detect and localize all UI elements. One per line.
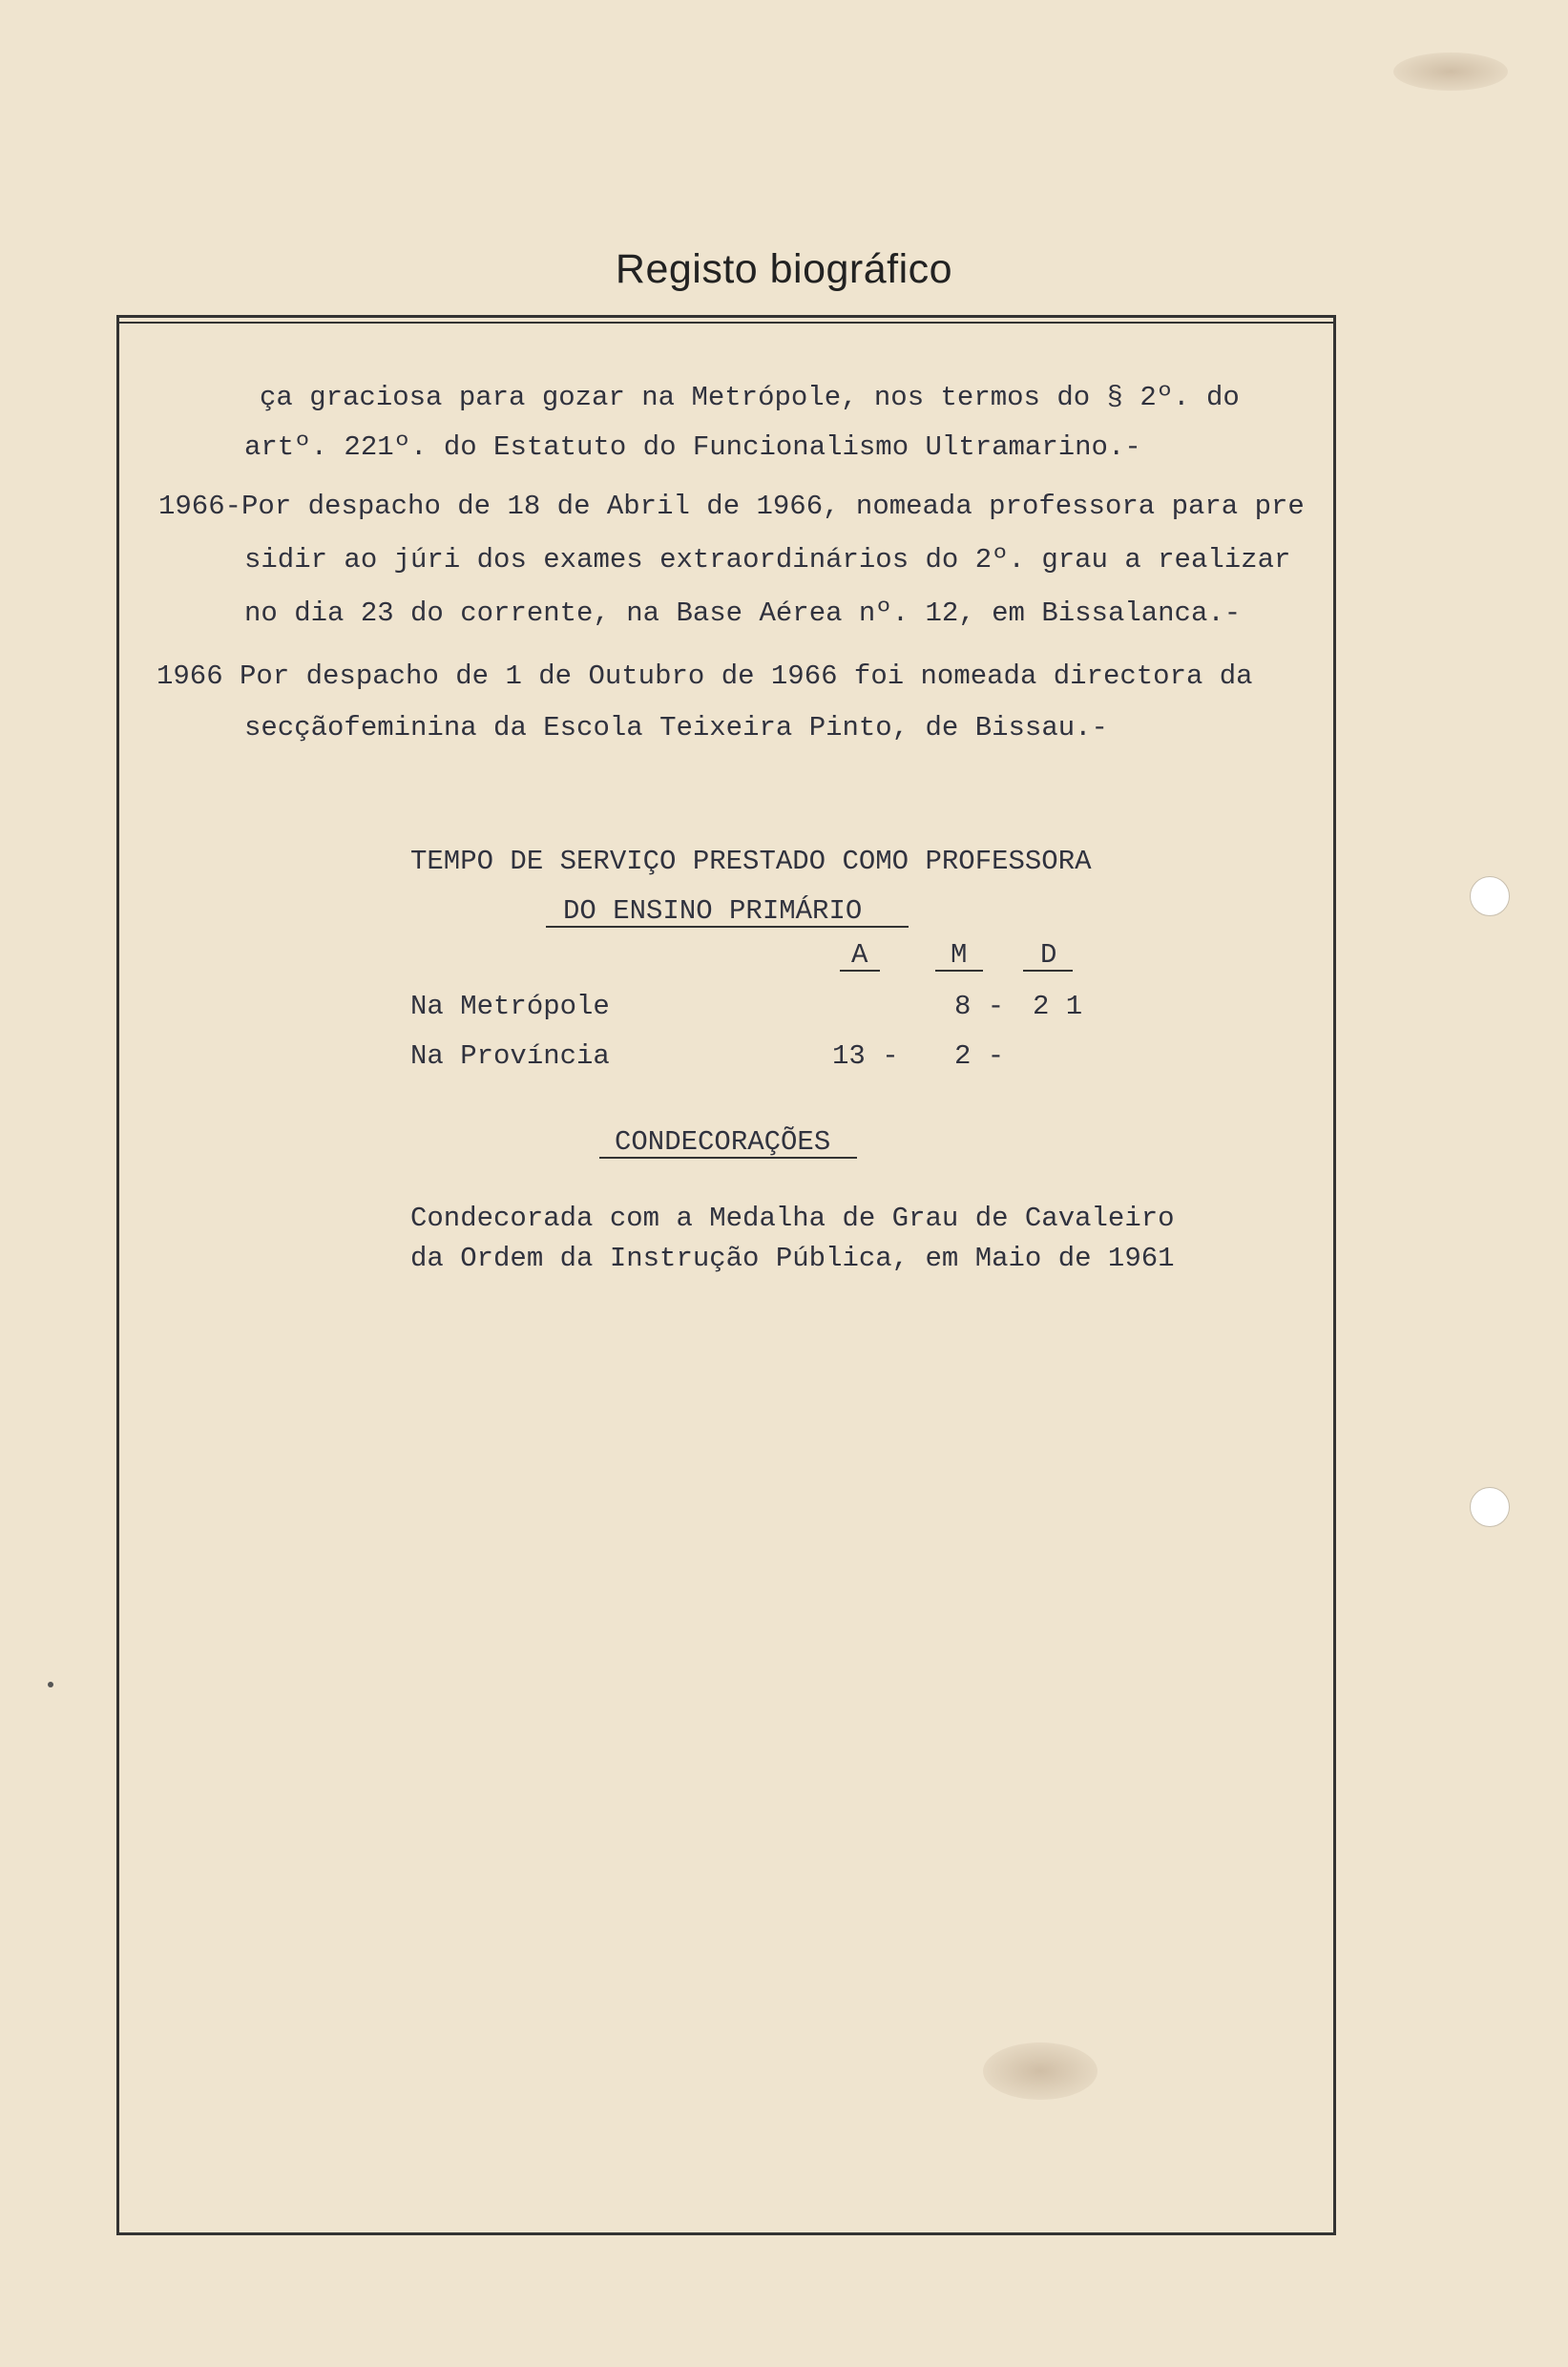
row-value-m: 2 - [954, 1040, 1005, 1072]
punch-hole [1470, 1487, 1510, 1527]
row-label: Na Província [410, 1040, 610, 1072]
body-line: ça graciosa para gozar na Metrópole, nos termos do § 2º. do [260, 382, 1240, 413]
column-header-d: D [1040, 939, 1057, 971]
decorations-title: CONDECORAÇÕES [615, 1126, 831, 1158]
body-line: sidir ao júri dos exames extraordinários do 2º. grau a realizar [244, 544, 1291, 576]
subtitle-underline [546, 926, 909, 928]
service-title: TEMPO DE SERVIÇO PRESTADO COMO PROFESSORA [410, 846, 1092, 877]
body-line: 1966 Por despacho de 1 de Outubro de 1966 foi nomeada directora da [157, 660, 1253, 692]
decorations-text: da Ordem da Instrução Pública, em Maio de 1961 [410, 1243, 1175, 1274]
decorations-underline [599, 1157, 857, 1159]
column-underline-m [935, 970, 983, 972]
column-underline-a [840, 970, 880, 972]
row-value-a: 13 - [832, 1040, 899, 1072]
row-value-m: 8 - [954, 991, 1005, 1022]
column-header-a: A [851, 939, 868, 971]
decorations-text: Condecorada com a Medalha de Grau de Cavaleiro [410, 1203, 1175, 1234]
ink-dot [48, 1682, 53, 1687]
punch-hole [1470, 876, 1510, 916]
service-subtitle: DO ENSINO PRIMÁRIO [563, 895, 863, 927]
body-line: no dia 23 do corrente, na Base Aérea nº. 12, em Bissalanca.- [244, 597, 1242, 629]
column-underline-d [1023, 970, 1073, 972]
body-line: 1966-Por despacho de 18 de Abril de 1966, nomeada professora para pre [158, 491, 1305, 522]
body-line: artº. 221º. do Estatuto do Funcionalismo Ultramarino.- [244, 431, 1141, 463]
page-title: Registo biográfico [615, 246, 953, 292]
body-line: secçãofeminina da Escola Teixeira Pinto, de Bissau.- [244, 712, 1108, 744]
row-label: Na Metrópole [410, 991, 610, 1022]
stain [1393, 52, 1508, 91]
row-value-d: 2 1 [1033, 991, 1083, 1022]
column-header-m: M [951, 939, 968, 971]
